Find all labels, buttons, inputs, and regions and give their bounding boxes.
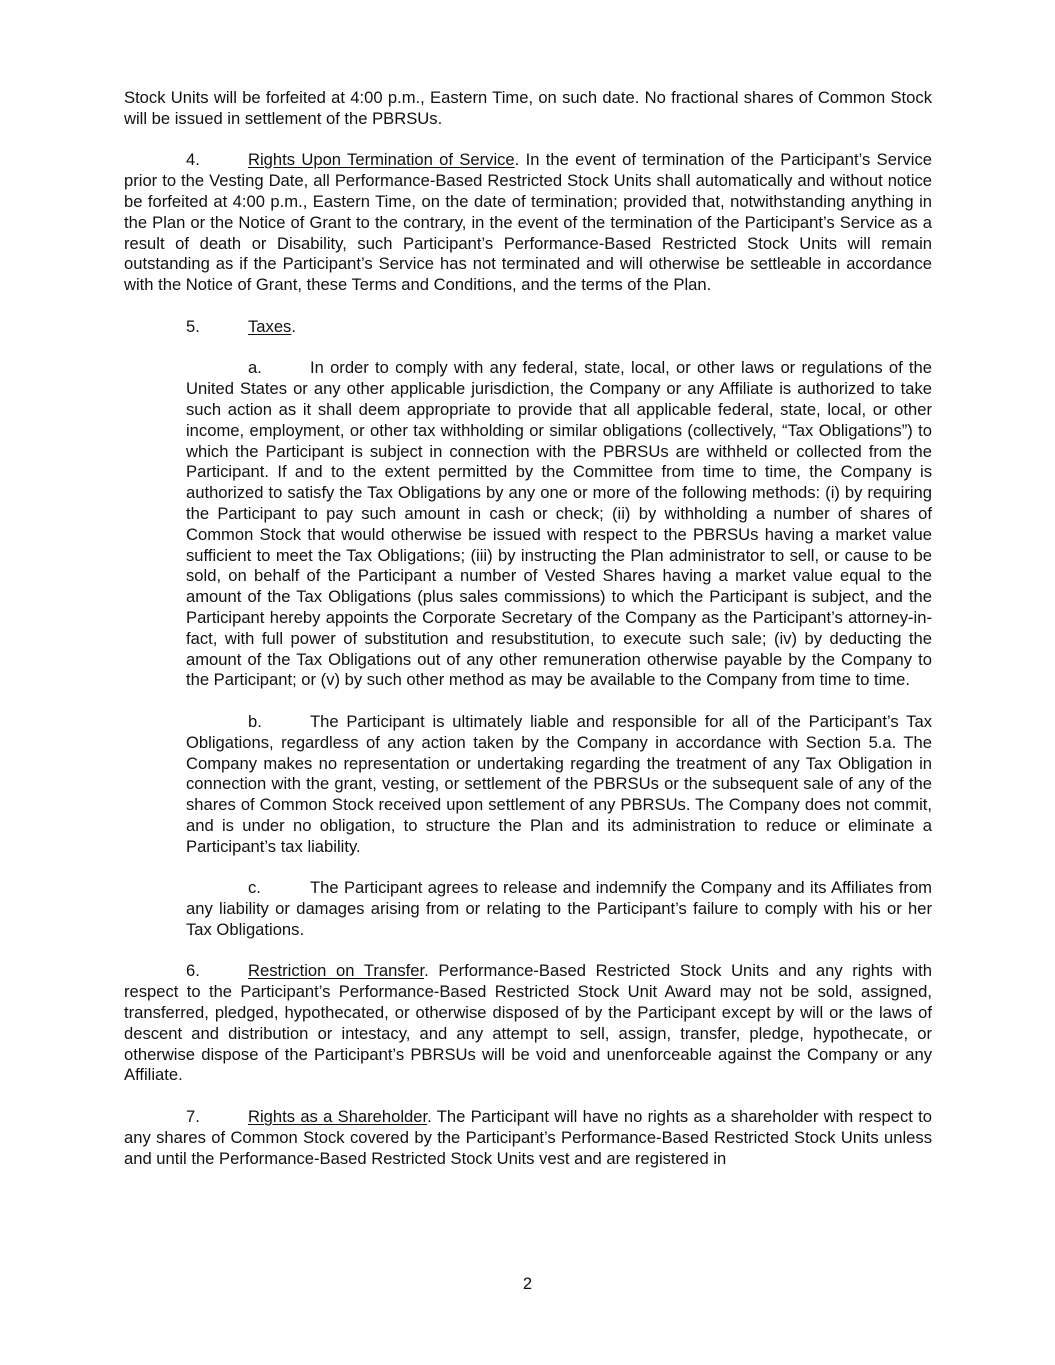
section-5-heading: Taxes — [248, 316, 292, 336]
section-7-paragraph — [124, 1107, 932, 1169]
page-number: 2 — [522, 1274, 533, 1293]
section-6-body: . Performance-Based Restricted Stock Units and any rights with respect to the Participant’s Performance-Based Restricted Stock Unit Award may not be sold, assigned, transferred, pledged, hypothecated, or otherwise disposed of by the Participant except by will or the laws of descent and distribution or intestacy, and any attempt to sell, assign, transfer, pledge, hypothecate, or otherwise dispose of the Participant’s PBRSUs will be void and unenforceable against the Company or any Affiliate. — [124, 961, 932, 1085]
section-5a-paragraph — [186, 358, 932, 691]
section-5c-paragraph — [186, 878, 932, 940]
section-5c-letter: c. — [248, 878, 261, 898]
section-5b-body: The Participant is ultimately liable and responsible for all of the Participant’s Tax Obligations, regardless of any action taken by the Company in accordance with Section 5.a. The Company makes no representation or undertaking regarding the treatment of any Tax Obligation in connection with the grant, vesting, or settlement of the PBRSUs or the subsequent sale of any of the shares of Common Stock received upon settlement of any PBRSUs. The Company does not commit, and is under no obligation, to structure the Plan and its administration to reduce or eliminate a Participant’s tax liability. — [186, 711, 932, 856]
section-6-heading: Restriction on Transfer — [248, 961, 425, 981]
section-4-paragraph — [124, 150, 932, 296]
section-4-number: 4. — [186, 150, 200, 170]
section-5-heading-period: . — [291, 316, 296, 336]
section-6-paragraph — [124, 961, 932, 1086]
section-7-body: . The Participant will have no rights as a shareholder with respect to any shares of Common Stock covered by the Participant’s Performance-Based Restricted Stock Units unless and until the Performance-Based Restricted Stock Units vest and are registered in — [124, 1107, 932, 1168]
section-5b-letter: b. — [248, 711, 262, 731]
section-7-number: 7. — [186, 1107, 200, 1127]
section-5c-body: The Participant agrees to release and indemnify the Company and its Affiliates from any liability or damages arising from or relating to the Participant’s failure to comply with his or her Tax Obligations. — [186, 878, 932, 939]
section-5a-body: In order to comply with any federal, state, local, or other laws or regulations of the United States or any other applicable jurisdiction, the Company or any Affiliate is authorized to take such action as it shall deem appropriate to provide that all applicable federal, state, local, or other income, employment, or other tax withholding or similar obligations (collectively, “Tax Obligations”) to which the Participant is subject in connection with the PBRSUs are withheld or collected from the Participant. If and to the extent permitted by the Committee from time to time, the Company is authorized to satisfy the Tax Obligations by any one or more of the following methods: (i) by requiring the Participant to pay such amount in cash or check; (ii) by withholding a number of shares of Common Stock that would otherwise be issued with respect to the PBRSUs having a market value sufficient to meet the Tax Obligations; (iii) by instructing the Plan administrator to sell, or cause to be sold, on behalf of the Participant a number of Vested Shares having a market value equal to the amount of the Tax Obligations (plus sales commissions) to which the Participant is subject, and the Participant hereby appoints the Corporate Secretary of the Company as the Participant’s attorney-in-fact, with full power of substitution and resubstitution, to execute such sale; (iv) by deducting the amount of the Tax Obligations out of any other remuneration otherwise payable by the Company to the Participant; or (v) by such other method as may be available to the Company from time to time. — [186, 358, 932, 690]
section-4-heading: Rights Upon Termination of Service — [248, 150, 515, 170]
section-6-number: 6. — [186, 961, 200, 981]
section-7-heading: Rights as a Shareholder — [248, 1107, 428, 1127]
section-5b-paragraph — [186, 712, 932, 858]
document-page — [124, 88, 932, 1190]
section-5-paragraph — [124, 317, 932, 338]
section-4-body: . In the event of termination of the Participant’s Service prior to the Vesting Date, all Performance-Based Restricted Stock Units shall automatically and without notice be forfeited at 4:00 p.m., Eastern Time, on the date of termination; provided that, notwithstanding anything in the Plan or the Notice of Grant to the contrary, in the event of the termination of the Participant’s Service as a result of death or Disability, such Participant’s Performance-Based Restricted Stock Units will remain outstanding as if the Participant’s Service has not terminated and will otherwise be settleable in accordance with the Notice of Grant, these Terms and Conditions, and the terms of the Plan. — [124, 150, 932, 295]
section-5-number: 5. — [186, 316, 200, 336]
continuation-paragraph: Stock Units will be forfeited at 4:00 p.m., Eastern Time, on such date. No fractional shares of Common Stock will be issued in settlement of the PBRSUs. — [124, 88, 932, 128]
section-5a-letter: a. — [248, 358, 262, 378]
